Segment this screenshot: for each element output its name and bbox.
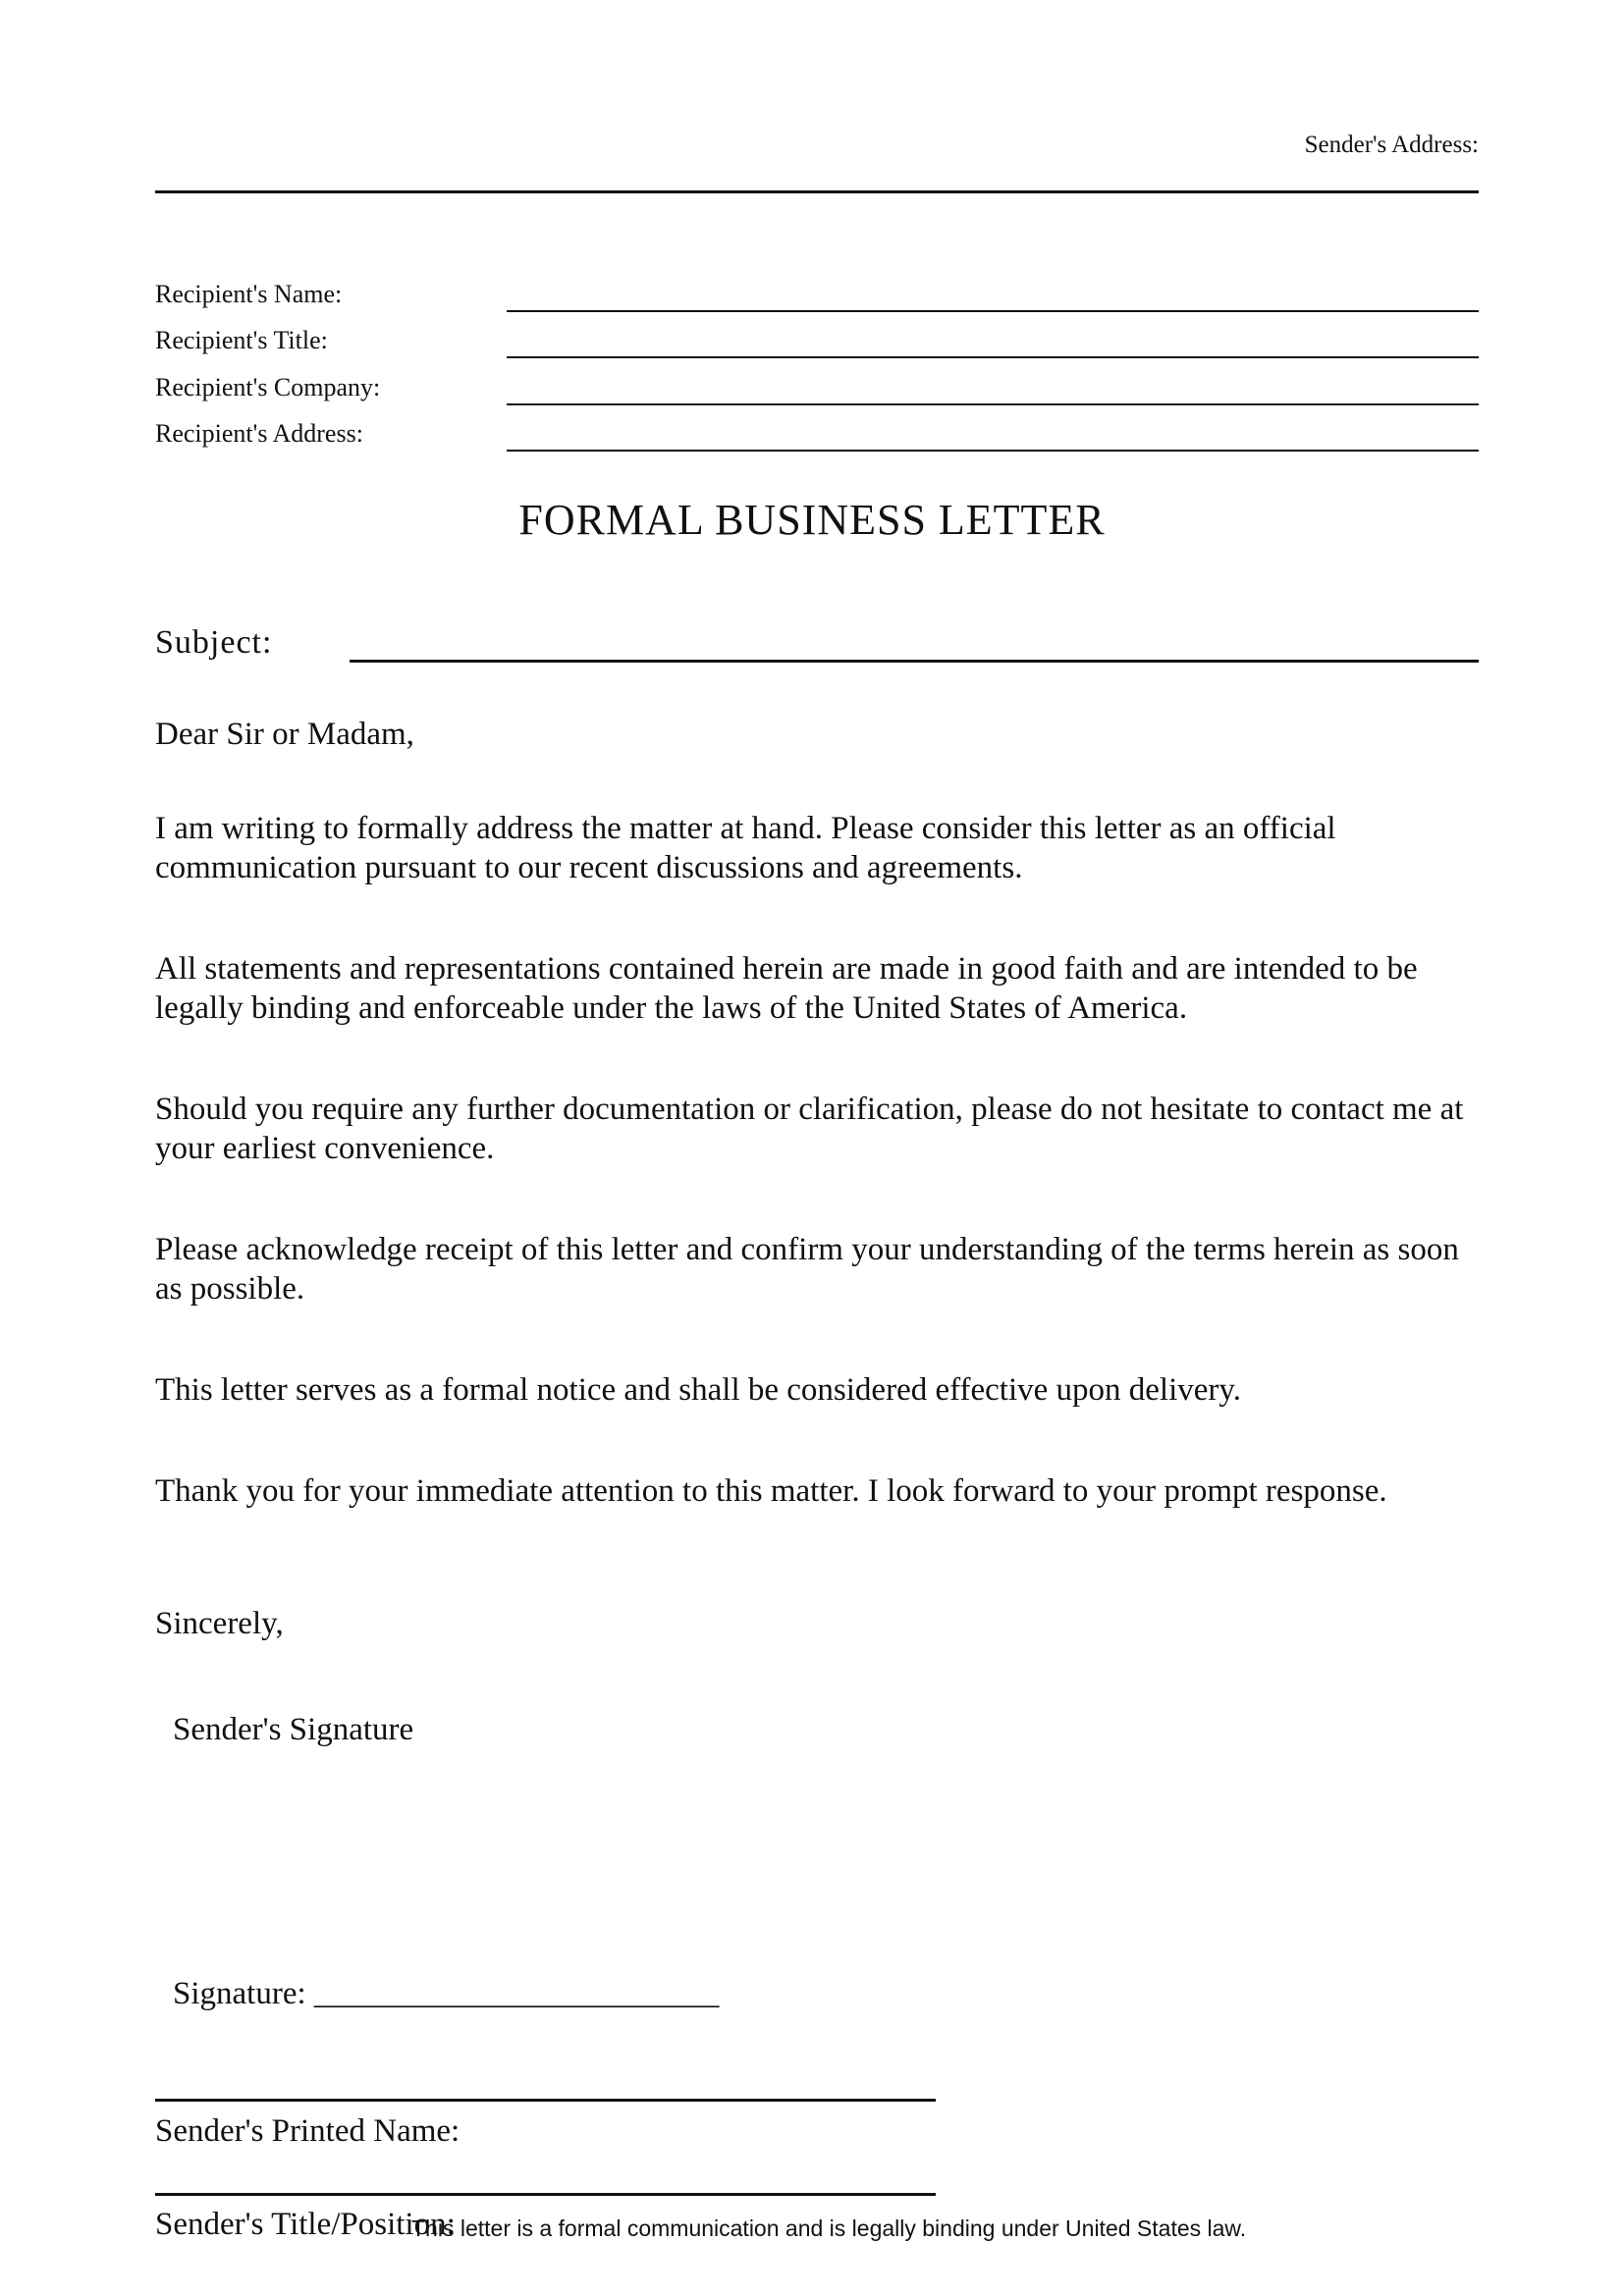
recipient-address-label: Recipient's Address:: [155, 419, 363, 448]
recipient-name-label: Recipient's Name:: [155, 280, 343, 308]
sender-address-label: Sender's Address:: [1304, 132, 1479, 158]
body-paragraph: Thank you for your immediate attention to this matter. I look forward to your prompt response.: [155, 1473, 1387, 1509]
footer-note: This letter is a formal communication and is legally binding under United States law.: [411, 2216, 1247, 2241]
subject-line: [350, 660, 1479, 663]
recipient-company-label: Recipient's Company:: [155, 373, 381, 401]
recipient-title-line: [507, 356, 1479, 358]
signature-line: Signature: _________________________: [173, 1976, 720, 2011]
letter-title: FORMAL BUSINESS LETTER: [518, 496, 1106, 544]
title-position-line: [155, 2193, 936, 2196]
body-paragraph: This letter serves as a formal notice and shall be considered effective upon delivery.: [155, 1372, 1241, 1408]
recipient-company-line: [507, 403, 1479, 405]
printed-name-label: Sender's Printed Name:: [155, 2113, 460, 2149]
recipient-address-line: [507, 450, 1479, 452]
body-paragraph: Should you require any further documentation or clarification, please do not hesitate to contact me at your earliest convenience.: [155, 1092, 1464, 1166]
sender-address-line: [155, 190, 1479, 193]
body-paragraph: All statements and representations contained herein are made in good faith and are intended to be legally binding and enforceable under the laws of the United States of America.: [155, 951, 1418, 1026]
body-paragraph: I am writing to formally address the matter at hand. Please consider this letter as an official communication pursuant to our recent discussions and agreements.: [155, 811, 1336, 885]
printed-name-line: [155, 2099, 936, 2102]
title-position-label: Sender's Title/Position:: [155, 2207, 456, 2242]
recipient-name-line: [507, 310, 1479, 312]
body-paragraph: Please acknowledge receipt of this letter and confirm your understanding of the terms herein as soon as possible.: [155, 1232, 1459, 1307]
recipient-title-label: Recipient's Title:: [155, 326, 328, 354]
subject-label: Subject:: [155, 624, 273, 661]
salutation: Dear Sir or Madam,: [155, 717, 414, 752]
closing: Sincerely,: [155, 1606, 284, 1641]
sender-signature-name: Sender's Signature: [173, 1712, 414, 1747]
